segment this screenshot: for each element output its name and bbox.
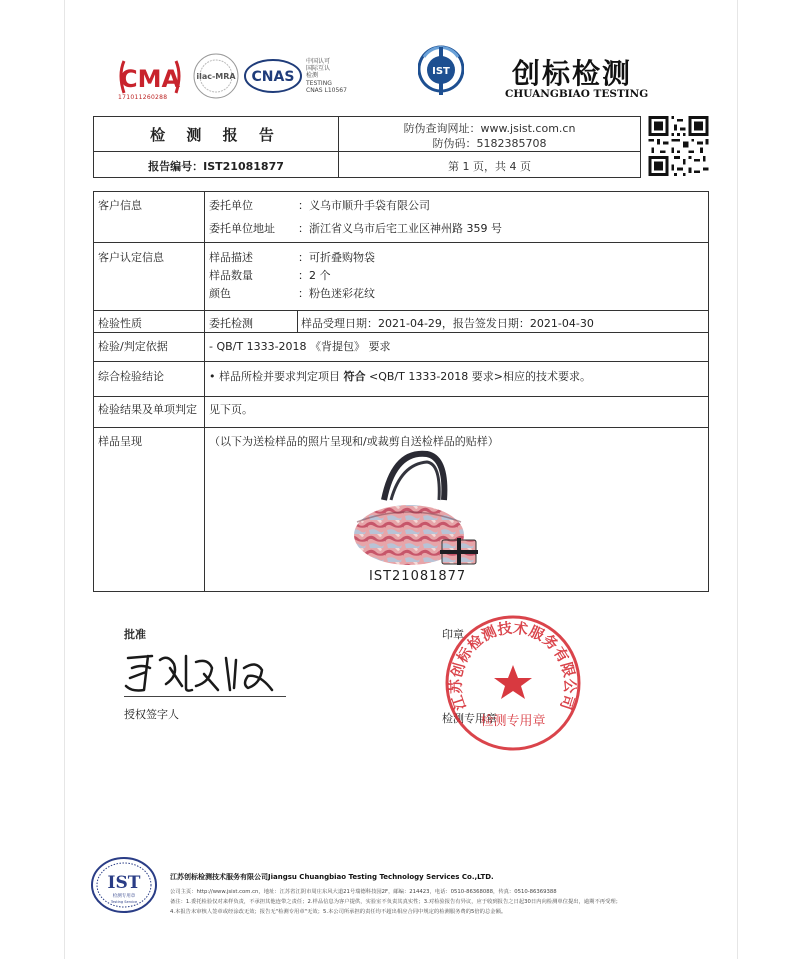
cnas-line: TESTING	[306, 79, 332, 87]
qr-code	[648, 116, 709, 176]
footer-line-2: 备注：1.委托检验仅对来样负责，不承担其他连带之责任；2.样品信息为客户提供，实验室不负责其真实性；3.对检验报告有异议，应于收到报告之日起30日内向检测单位提出，逾期不再受理；	[170, 899, 621, 905]
address-label: 委托单位地址	[209, 222, 275, 235]
seal-label: 印章	[442, 628, 464, 641]
footer-seal-sub: Testing Service	[110, 900, 138, 904]
row-divider	[94, 310, 708, 311]
signature-line	[124, 696, 286, 697]
cnas-line: 国际互认	[306, 65, 331, 73]
row-divider	[94, 361, 708, 362]
cma-text: CMA	[119, 65, 181, 93]
cnas-line: CNAS L10567	[306, 86, 347, 94]
report-title: 检 测 报 告	[150, 126, 282, 144]
page-edge-left	[64, 0, 65, 959]
cnas-line: 检测	[306, 72, 319, 80]
row-divider	[94, 427, 708, 428]
conclusion-label: 综合检验结论	[98, 370, 164, 383]
conclusion-value	[209, 368, 591, 384]
entrusting-unit-value: ：义乌市顺升手袋有限公司	[298, 199, 430, 212]
column-divider	[297, 310, 298, 332]
results-label: 检验结果及单项判定	[98, 403, 197, 416]
report-info-table	[93, 191, 709, 592]
ist-text: IST	[432, 66, 450, 77]
cnas-text: CNAS	[251, 69, 295, 85]
sample-qty-label: 样品数量	[209, 269, 253, 282]
cnas-caption	[306, 58, 347, 94]
footer-ist-text: IST	[107, 873, 141, 893]
sample-bag-photo	[349, 450, 484, 565]
cnas-line: 中国认可	[306, 58, 331, 65]
row-divider	[94, 332, 708, 333]
entrusting-unit-label: 委托单位	[209, 199, 253, 212]
conclusion-suffix: <QB/T 1333-2018 要求>相应的技术要求。	[368, 370, 591, 383]
basis-value: - QB/T 1333-2018 《背提包》 要求	[209, 340, 391, 353]
results-value: 见下页。	[209, 403, 253, 416]
brand-title: 创标检测	[512, 57, 633, 90]
basis-label: 检验/判定依据	[98, 340, 168, 353]
verify-url: 防伪查询网址：www.jsist.com.cn	[403, 122, 576, 135]
sample-id: IST21081877	[369, 569, 467, 584]
footer-line-1: 公司主页：http://www.jsist.com.cn，地址：江苏省江阴市周庄东风大道21号瑞德科技园2F，邮编：214423，电话：0510-86368088，传真：0510-86369388	[170, 889, 557, 895]
sample-desc-label: 样品描述	[209, 251, 253, 264]
signature-image	[122, 646, 288, 696]
ilac-text: ilac-MRA	[196, 72, 236, 81]
color-value: ：粉色迷彩花纹	[298, 287, 375, 300]
seal-label-bottom: 检测专用章	[442, 712, 497, 725]
row-divider	[94, 242, 708, 243]
report-title-box	[93, 116, 641, 178]
sample-present-label: 样品呈现	[98, 435, 142, 448]
footer-ist-seal	[90, 856, 158, 914]
ist-logo	[418, 45, 464, 97]
row-divider	[94, 396, 708, 397]
sample-desc-value: ：可折叠购物袋	[298, 251, 375, 264]
color-label: 颜色	[209, 287, 231, 300]
client-confirm-label: 客户认定信息	[98, 251, 164, 264]
cma-number: 171011260288	[118, 94, 168, 101]
page-info: 第 1 页，共 4 页	[448, 160, 531, 173]
column-divider	[204, 192, 205, 591]
test-nature-label: 检验性质	[98, 317, 142, 330]
test-nature-value: 委托检测	[209, 317, 253, 330]
brand-subtitle: CHUANGBIAO TESTING	[505, 88, 649, 100]
ilac-mra-logo	[192, 52, 240, 100]
company-seal	[443, 613, 583, 753]
sample-qty-value: ：2 个	[298, 269, 331, 282]
divider	[94, 151, 640, 152]
page-edge-right	[737, 0, 738, 959]
footer-line-3: 4.本报告未审核人签章或经涂改无效；报告无"检测专用章"无效；5.本公司所承担的责任均不超出相应合同中规定的检测服务费的5倍的总金额。	[170, 909, 507, 915]
verify-code: 防伪码：5182385708	[432, 137, 547, 150]
address-value: ：浙江省义乌市后宅工业区神州路 359 号	[298, 222, 502, 235]
footer-seal-text: 检测专用章	[112, 894, 136, 899]
conclusion-prefix: • 样品所检并要求判定项目	[209, 370, 340, 383]
conclusion-verdict: 符合	[343, 370, 366, 383]
cnas-logo	[243, 56, 303, 96]
footer-company: 江苏创标检测技术服务有限公司Jiangsu Chuangbiao Testing Technology Services Co.,LTD.	[170, 873, 494, 881]
approve-label: 批准	[124, 628, 146, 641]
signatory-label: 授权签字人	[124, 708, 179, 721]
report-number: 报告编号：IST21081877	[148, 160, 284, 173]
client-info-label: 客户信息	[98, 199, 142, 212]
dates-value: 样品受理日期：2021-04-29，报告签发日期：2021-04-30	[301, 317, 594, 330]
sample-present-note: （以下为送检样品的照片呈现和/或裁剪自送检样品的贴样）	[209, 435, 499, 448]
seal-ring-text: 江苏创标检测技术服务有限公司	[448, 620, 578, 712]
seal-bottom-text: 检测专用章	[480, 714, 546, 729]
